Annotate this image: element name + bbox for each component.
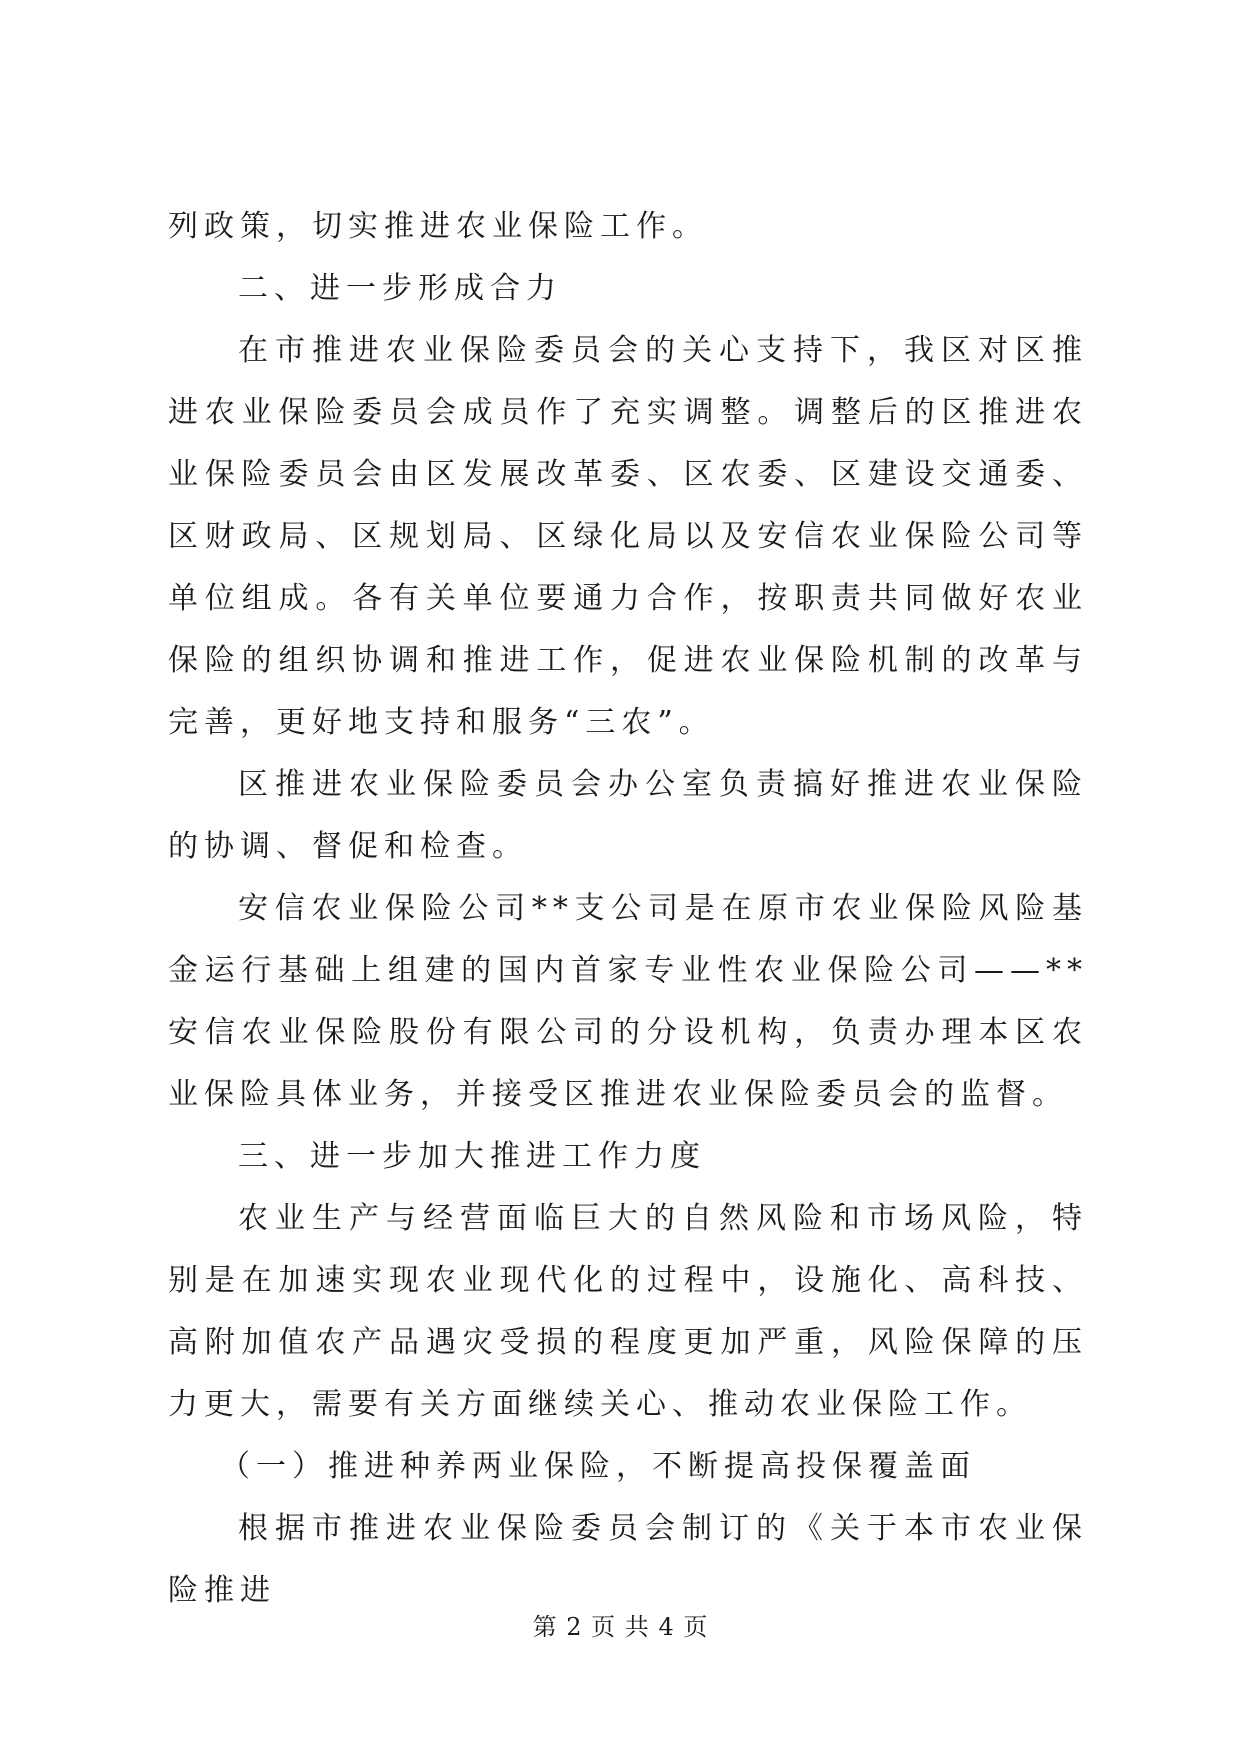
document-body [168,196,1088,1622]
subsection-heading-1: （一）推进种养两业保险，不断提高投保覆盖面 [220,1449,976,1484]
page-number-footer: 第 2 页 共 4 页 [532,1613,709,1641]
section-heading-3: 三、进一步加大推进工作力度 [238,1139,706,1174]
paragraph: 安信农业保险公司**支公司是在原市农业保险风险基金运行基础上组建的国内首家专业性农业保险公司——**安信农业保险股份有限公司的分设机构，负责办理本区农业保险具体业务，并接受区推进农业保险委员会的监督。 [168,891,1088,1112]
paragraph: 根据市推进农业保险委员会制订的《关于本市农业保险推进 [168,1511,1088,1608]
paragraph: 在市推进农业保险委员会的关心支持下，我区对区推进农业保险委员会成员作了充实调整。调整后的区推进农业保险委员会由区发展改革委、区农委、区建设交通委、区财政局、区规划局、区绿化局以及安信农业保险公司等单位组成。各有关单位要通力合作，按职责共同做好农业保险的组织协调和推进工作，促进农业保险机制的改革与完善，更好地支持和服务“三农”。 [168,333,1088,740]
paragraph: 区推进农业保险委员会办公室负责搞好推进农业保险的协调、督促和检查。 [168,767,1088,864]
paragraph: 农业生产与经营面临巨大的自然风险和市场风险，特别是在加速实现农业现代化的过程中，设施化、高科技、高附加值农产品遇灾受损的程度更加严重，风险保障的压力更大，需要有关方面继续关心、推动农业保险工作。 [168,1201,1088,1422]
paragraph-continuation: 列政策，切实推进农业保险工作。 [168,209,708,244]
section-heading-2: 二、进一步形成合力 [238,271,562,306]
